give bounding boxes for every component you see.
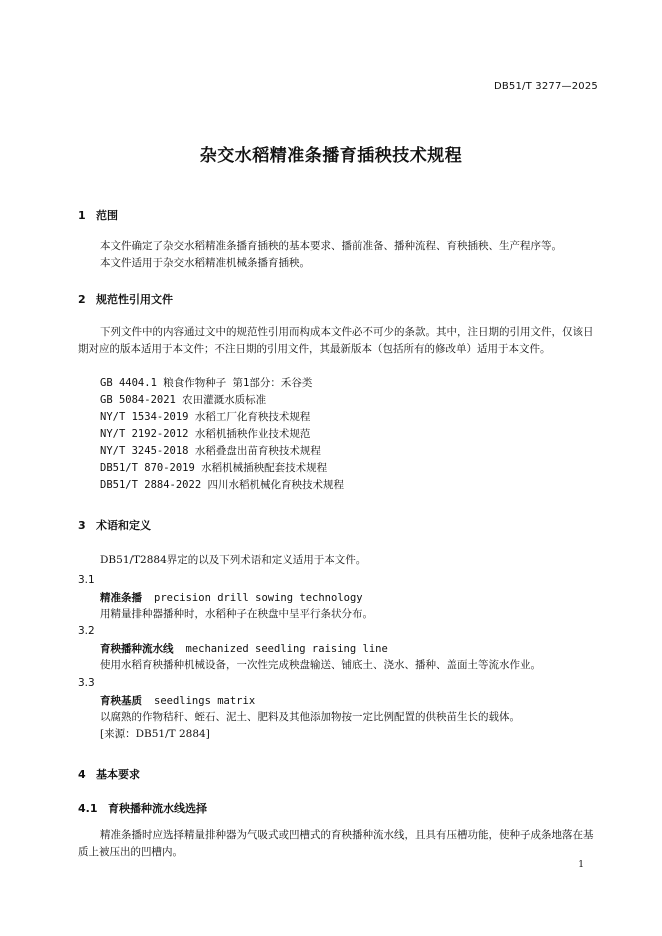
subsection-4-1-heading (78, 800, 207, 816)
term-zh: 精准条播 (100, 592, 142, 604)
term-definition: 用精量排种器播种时，水稻种子在秧盘中呈平行条状分布。 (100, 608, 373, 620)
document-code: DB51/T 3277—2025 (493, 81, 598, 92)
reference-item: NY/T 3245-2018 水稻叠盘出苗育秧技术规程 (100, 445, 321, 457)
reference-item: GB 5084-2021 农田灌溉水质标准 (100, 394, 267, 406)
section-title: 范围 (96, 209, 118, 222)
term-number: 3.2 (78, 625, 95, 637)
section-number: 4 (78, 768, 86, 781)
term-en: precision drill sowing technology (154, 592, 363, 604)
term-title (100, 641, 388, 656)
subsection-title: 育秧播种流水线选择 (108, 802, 207, 815)
section-3-intro: DB51/T2884界定的以及下列术语和定义适用于本文件。 (100, 554, 367, 566)
term-zh: 育秧基质 (100, 695, 142, 707)
subsection-number: 4.1 (78, 802, 98, 815)
section-2-intro: 下列文件中的内容通过文中的规范性引用而构成本文件必不可少的条款。其中，注日期的引用文件，仅该日期对应的版本适用于本文件；不注日期的引用文件，其最新版本（包括所有的修改单）适用于本文件。 (78, 326, 594, 355)
term-number: 3.1 (78, 574, 95, 586)
document-title: 杂交水稻精准条播育插秧技术规程 (199, 146, 463, 166)
term-en: mechanized seedling raising line (185, 643, 388, 655)
section-1-heading (78, 207, 118, 223)
subsection-4-1-paragraph: 精准条播时应选择精量排种器为气吸式或凹槽式的育秧播种流水线，且具有压槽功能，使种子成条地落在基质上被压出的凹槽内。 (78, 829, 594, 858)
section-1-paragraph-2: 本文件适用于杂交水稻精准机械条播育插秧。 (100, 257, 310, 269)
section-number: 1 (78, 209, 86, 222)
section-4-heading (78, 766, 140, 782)
term-definition: 使用水稻育秧播种机械设备，一次性完成秧盘输送、铺底土、浇水、播种、盖面土等流水作业。 (100, 659, 541, 671)
page-number: 1 (578, 860, 584, 870)
term-title (100, 693, 255, 708)
section-2-heading (78, 291, 173, 307)
term-title (100, 590, 363, 605)
reference-item: NY/T 2192-2012 水稻机插秧作业技术规范 (100, 428, 311, 440)
section-number: 3 (78, 519, 86, 532)
reference-item: NY/T 1534-2019 水稻工厂化育秧技术规程 (100, 411, 311, 423)
section-title: 基本要求 (96, 768, 140, 781)
reference-item: DB51/T 870-2019 水稻机械插秧配套技术规程 (100, 462, 328, 474)
term-en: seedlings matrix (154, 695, 256, 707)
reference-item: DB51/T 2884-2022 四川水稻机械化育秧技术规程 (100, 479, 344, 491)
term-definition: 以腐熟的作物秸秆、蛭石、泥土、肥料及其他添加物按一定比例配置的供秧苗生长的载体。 (100, 711, 520, 723)
section-1-paragraph-1: 本文件确定了杂交水稻精准条播育插秧的基本要求、播前准备、播种流程、育秧插秧、生产程序等。 (100, 240, 562, 252)
section-title: 术语和定义 (96, 519, 151, 532)
reference-item: GB 4404.1 粮食作物种子 第1部分：禾谷类 (100, 377, 313, 389)
section-title: 规范性引用文件 (96, 293, 173, 306)
term-zh: 育秧播种流水线 (100, 643, 174, 655)
term-number: 3.3 (78, 677, 95, 689)
section-number: 2 (78, 293, 86, 306)
section-3-heading (78, 517, 151, 533)
term-source: [来源：DB51/T 2884] (100, 728, 210, 740)
